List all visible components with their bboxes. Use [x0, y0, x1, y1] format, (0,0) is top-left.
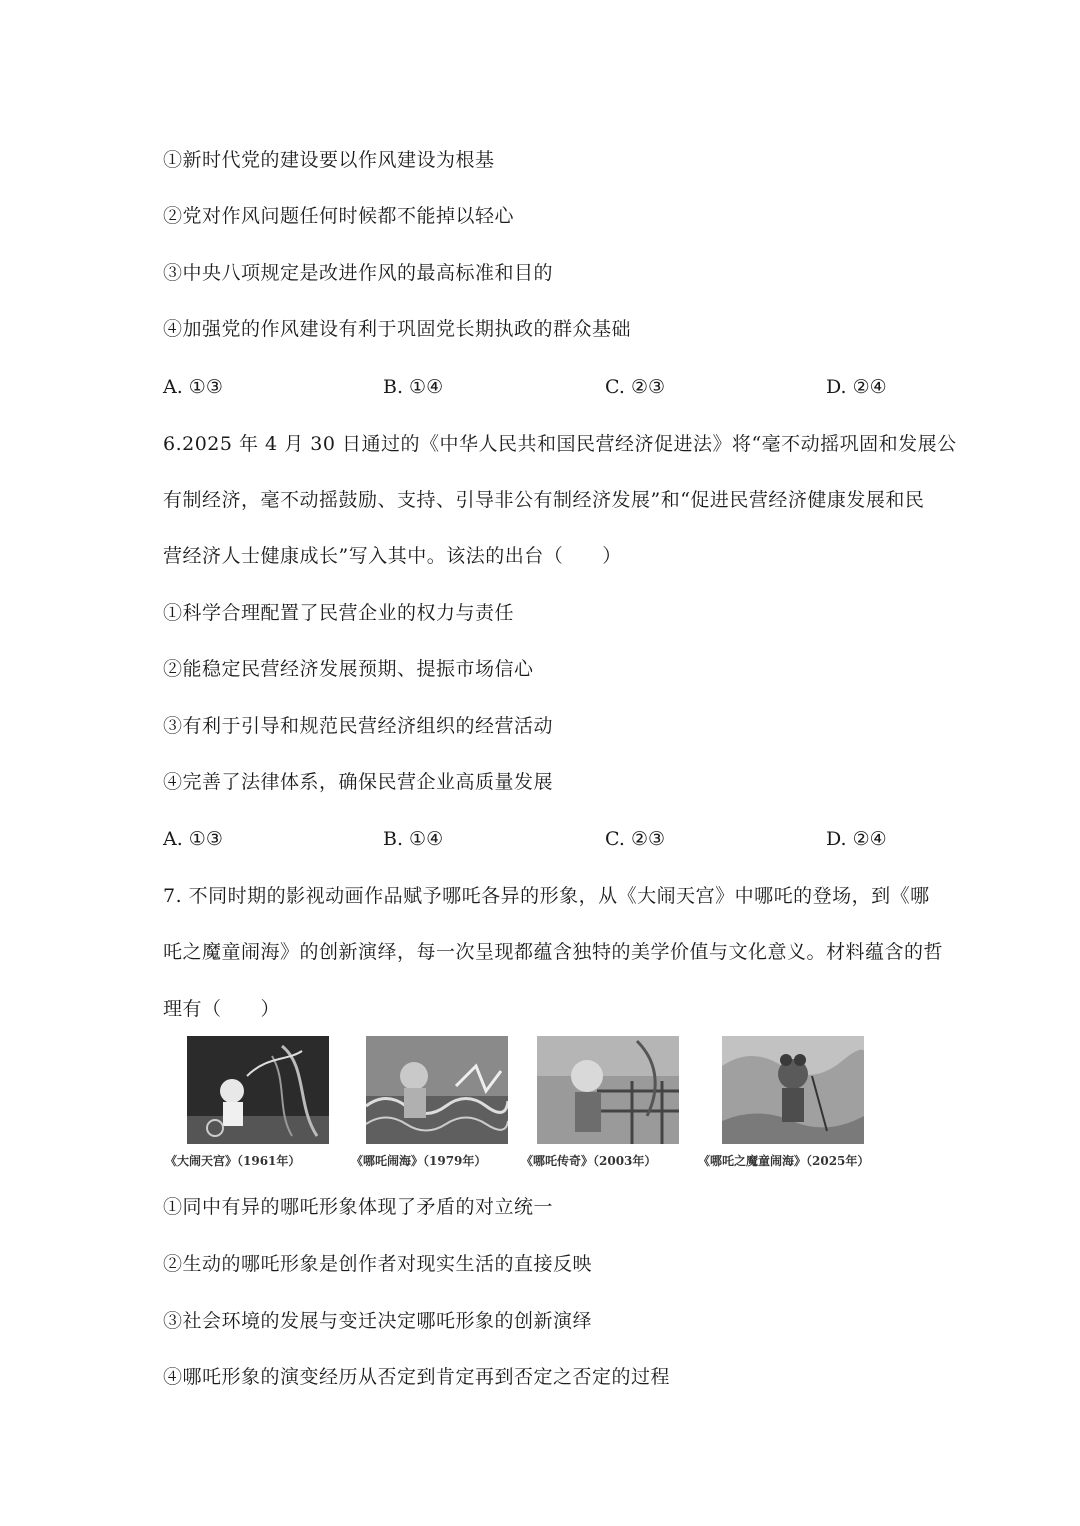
film-still-2025-icon: [722, 1036, 864, 1144]
caption-2025: 《哪吒之魔童闹海》（2025年）: [698, 1154, 870, 1168]
q7-stem-line-3: 理有（ ）: [163, 998, 281, 1020]
q6-option-d: D. ②④: [826, 828, 887, 850]
q7-stem-line-2: 吒之魔童闹海》的创新演绎，每一次呈现都蕴含独特的美学价值与文化意义。材料蕴含的哲: [163, 941, 944, 963]
film-still-2003-icon: [537, 1036, 679, 1144]
caption-1961: 《大闹天宫》（1961年）: [165, 1154, 301, 1168]
q6-option-c: C. ②③: [605, 828, 666, 850]
q7-statement-1: ①同中有异的哪吒形象体现了矛盾的对立统一: [163, 1196, 554, 1218]
q7-statement-3: ③社会环境的发展与变迁决定哪吒形象的创新演绎: [163, 1310, 593, 1332]
q6-option-b: B. ①④: [383, 828, 444, 850]
q5-options: [163, 375, 923, 399]
q5-statement-4: ④加强党的作风建设有利于巩固党长期执政的群众基础: [163, 318, 632, 340]
figure-2003: [537, 1036, 679, 1144]
q5-statement-3: ③中央八项规定是改进作风的最高标准和目的: [163, 262, 554, 284]
q7-stem-line-1: 7. 不同时期的影视动画作品赋予哪吒各异的形象，从《大闹天宫》中哪吒的登场，到《哪: [163, 885, 930, 907]
film-still-1961-icon: [187, 1036, 329, 1144]
q6-statement-1: ①科学合理配置了民营企业的权力与责任: [163, 602, 515, 624]
q5-option-b: B. ①④: [383, 376, 444, 398]
figure-1961: [187, 1036, 329, 1144]
film-still-1979-icon: [366, 1036, 508, 1144]
q7-statement-2: ②生动的哪吒形象是创作者对现实生活的直接反映: [163, 1253, 593, 1275]
q5-option-d: D. ②④: [826, 376, 887, 398]
q6-stem-line-2: 有制经济，毫不动摇鼓励、支持、引导非公有制经济发展”和“促进民营经济健康发展和民: [163, 489, 925, 511]
q6-stem-line-1: 6.2025 年 4 月 30 日通过的《中华人民共和国民营经济促进法》将“毫不动摇巩固和发展公: [163, 433, 957, 455]
q5-statement-2: ②党对作风问题任何时候都不能掉以轻心: [163, 205, 515, 227]
caption-2003: 《哪吒传奇》（2003年）: [521, 1154, 657, 1168]
q6-stem-line-3: 营经济人士健康成长”写入其中。该法的出台（ ）: [163, 545, 622, 567]
q5-option-a: A. ①③: [163, 376, 223, 398]
q6-option-a: A. ①③: [163, 828, 223, 850]
figure-1979: [366, 1036, 508, 1144]
q6-statement-2: ②能稳定民营经济发展预期、提振市场信心: [163, 658, 534, 680]
q5-statement-1: ①新时代党的建设要以作风建设为根基: [163, 149, 495, 171]
q5-option-c: C. ②③: [605, 376, 666, 398]
q6-statement-4: ④完善了法律体系，确保民营企业高质量发展: [163, 771, 554, 793]
q7-figure-row: [165, 1036, 925, 1176]
q6-statement-3: ③有利于引导和规范民营经济组织的经营活动: [163, 715, 554, 737]
q6-options: [163, 827, 923, 851]
figure-2025: [722, 1036, 864, 1144]
caption-1979: 《哪吒闹海》（1979年）: [351, 1154, 487, 1168]
q7-statement-4: ④哪吒形象的演变经历从否定到肯定再到否定之否定的过程: [163, 1366, 671, 1388]
